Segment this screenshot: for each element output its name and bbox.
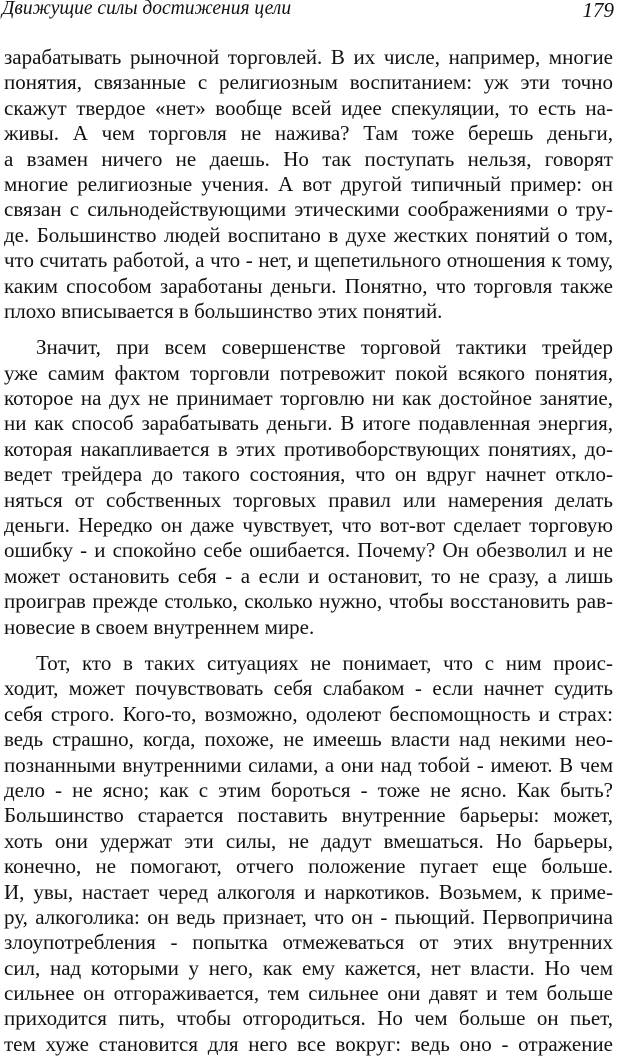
text-line: ошибку - и спокойно себе ошибается. Почему? Он обезволил и не xyxy=(4,538,613,563)
paragraph-2 xyxy=(4,335,613,640)
text-line: связан с сильнодействующими этическими соображениями о тру- xyxy=(4,197,613,222)
text-line: злоупотребления - попытка отмежеваться от этих внутренних xyxy=(4,930,613,955)
text-line: ходит, может почувствовать себя слабаком - если начнет судить xyxy=(4,676,613,701)
text-line: ведет трейдера до такого состояния, что он вдруг начнет откло- xyxy=(4,462,613,487)
paragraph-3 xyxy=(4,651,613,1057)
text-line: тем хуже становится для него все вокруг: ведь оно - отражение xyxy=(4,1031,613,1056)
text-line: познанными внутренними силами, а они над тобой - имеют. В чем xyxy=(4,752,613,777)
text-line: деньги. Нередко он даже чувствует, что вот-вот сделает торговую xyxy=(4,513,613,538)
text-line: живы. А чем торговля не нажива? Там тоже берешь деньги, xyxy=(4,121,613,146)
text-line: уже самим фактом торговли потревожит покой всякого понятия, xyxy=(4,360,613,385)
text-line: новесие в своем внутреннем мире. xyxy=(4,614,315,639)
text-line: проиграв прежде столько, сколько нужно, чтобы восстановить рав- xyxy=(4,589,613,614)
paragraph-1 xyxy=(4,45,613,324)
text-line: приходится пить, чтобы отгородиться. Но чем больше он пьет, xyxy=(4,1006,613,1031)
text-line: дело - не ясно; как с этим бороться - тоже не ясно. Как быть? xyxy=(4,777,613,802)
paragraph-gap xyxy=(4,640,613,651)
text-line: хоть они удержат эти силы, не дадут вмешаться. Но барьеры, xyxy=(4,828,613,853)
text-line: а взамен ничего не даешь. Но так поступать нельзя, говорят xyxy=(4,146,613,171)
text-line: может остановить себя - а если и остановит, то не сразу, а лишь xyxy=(4,563,613,588)
text-line: которое на дух не принимает торговлю ни как достойное занятие, xyxy=(4,386,613,411)
text-line: сильнее он отгораживается, тем сильнее они давят и тем больше xyxy=(4,981,613,1006)
text-line: скажут твердое «нет» вообще всей идее спекуляции, то есть на- xyxy=(4,95,613,120)
text-line: ру, алкоголика: он ведь признает, что он - пьющий. Первопричина xyxy=(4,904,613,929)
text-line: И, увы, настает черед алкоголя и наркотиков. Возьмем, к приме- xyxy=(4,879,613,904)
text-line: понятия, связанные с религиозным воспитанием: уж эти точно xyxy=(4,70,613,95)
text-line: плохо вписывается в большинство этих понятий. xyxy=(4,298,443,323)
text-line: Тот, кто в таких ситуациях не понимает, что с ним проис- xyxy=(36,650,613,675)
body-text xyxy=(4,45,613,1057)
text-line: конечно, не помогают, отчего положение пугает еще больше. xyxy=(4,854,613,879)
text-line: зарабатывать рыночной торговлей. В их числе, например, многие xyxy=(4,45,613,69)
text-line: Большинство старается поставить внутренние барьеры: может, xyxy=(4,803,613,828)
text-line: няться от собственных торговых правил или намерения делать xyxy=(4,487,613,512)
text-line: ведь страшно, когда, похоже, не имеешь власти над некими нео- xyxy=(4,727,613,752)
text-line: каким способом заработаны деньги. Понятно, что торговля также xyxy=(4,273,613,298)
text-line: себя строго. Кого-то, возможно, одолеют беспомощность и страх: xyxy=(4,701,613,726)
text-line: ни как способ зарабатывать деньги. В итоге подавленная энергия, xyxy=(4,411,613,436)
paragraph-gap xyxy=(4,324,613,335)
text-line: что считать работой, а что - нет, и щепетильного отношения к тому, xyxy=(4,248,613,273)
text-line: сил, над которыми у него, как ему кажется, нет власти. Но чем xyxy=(4,955,613,980)
text-line: которая накапливается в этих противоборствующих понятиях, до- xyxy=(4,436,613,461)
page-number: 179 xyxy=(582,0,614,22)
running-header xyxy=(2,0,614,28)
text-line: де. Большинство людей воспитано в духе жестких понятий о том, xyxy=(4,222,613,247)
text-line: Значит, при всем совершенстве торговой тактики трейдер xyxy=(36,335,613,360)
text-line: многие религиозные учения. А вот другой типичный пример: он xyxy=(4,171,613,196)
running-title: Движущие силы достижения цели xyxy=(2,0,292,19)
